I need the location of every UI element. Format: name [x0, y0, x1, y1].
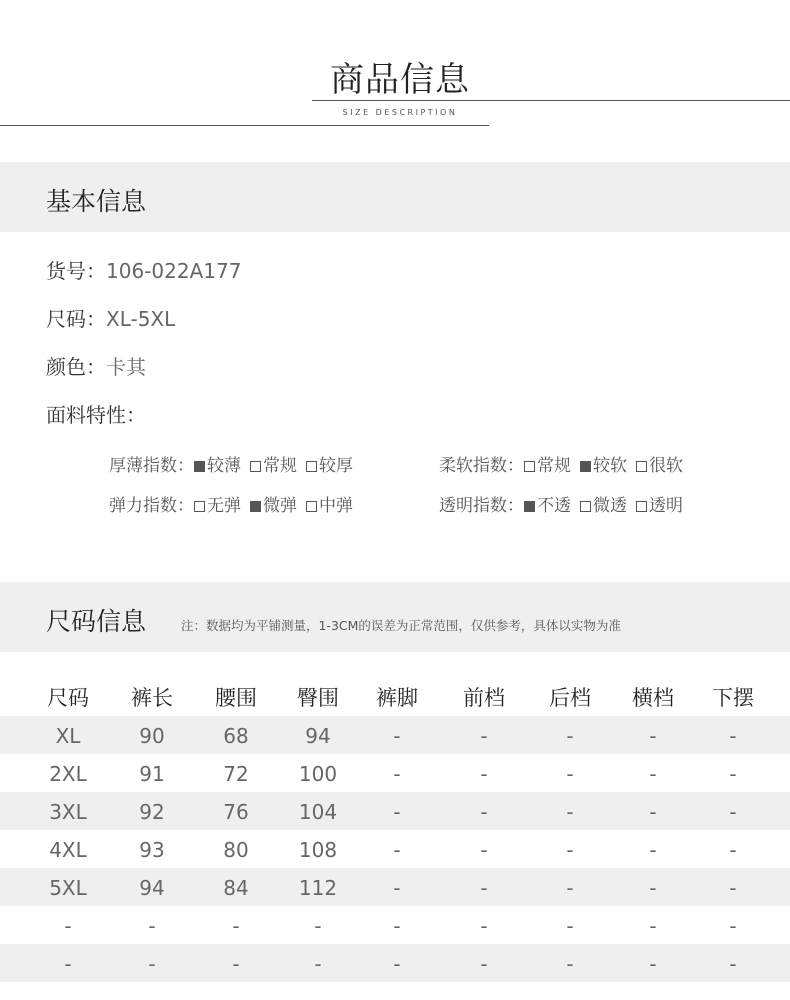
- table-row: [0, 830, 790, 868]
- table-row: [0, 716, 790, 754]
- table-cell: -: [649, 762, 657, 786]
- checked-box-icon: [524, 501, 535, 512]
- info-value: XL-5XL: [106, 307, 176, 331]
- table-cell: -: [729, 762, 737, 786]
- size-note: 注：数据均为平铺测量，1-3CM的误差为正常范围，仅供参考，具体以实物为准: [181, 618, 621, 633]
- attr-option-label: 微弹: [263, 496, 297, 516]
- column-header: 裤脚: [376, 686, 418, 710]
- table-cell: -: [566, 724, 574, 748]
- page-subtitle: SIZE DESCRIPTION: [342, 108, 458, 117]
- table-cell: -: [480, 952, 488, 976]
- table-cell: -: [232, 914, 240, 938]
- table-cell: -: [480, 914, 488, 938]
- attr-option-label: 较厚: [319, 456, 353, 476]
- table-cell: 112: [298, 876, 338, 900]
- attr-option: [636, 491, 683, 516]
- table-cell: 100: [298, 762, 338, 786]
- attr-option: [636, 451, 683, 476]
- attr-option-label: 微透: [593, 496, 627, 516]
- table-cell: -: [393, 952, 401, 976]
- unchecked-box-icon: [636, 501, 647, 512]
- info-row-size: [46, 303, 175, 332]
- table-row: [0, 868, 790, 906]
- table-cell: -: [64, 952, 72, 976]
- info-value: 106-022A177: [106, 259, 242, 283]
- table-cell: -: [232, 952, 240, 976]
- info-label: 货号：: [46, 259, 106, 283]
- title-divider-left: [0, 125, 489, 126]
- unchecked-box-icon: [524, 461, 535, 472]
- table-cell: -: [566, 800, 574, 824]
- table-cell: -: [480, 800, 488, 824]
- table-row: [0, 754, 790, 792]
- table-cell: XL: [55, 724, 81, 748]
- info-row-color: [46, 351, 146, 380]
- table-row: [0, 906, 790, 944]
- table-cell: -: [148, 914, 156, 938]
- attr-option: [306, 451, 353, 476]
- info-label: 面料特性：: [46, 403, 146, 427]
- table-cell: 3XL: [49, 800, 87, 824]
- basic-info-header: [0, 162, 790, 232]
- info-row-item-no: [46, 255, 241, 284]
- unchecked-box-icon: [306, 501, 317, 512]
- table-cell: -: [649, 838, 657, 862]
- table-cell: -: [393, 724, 401, 748]
- table-cell: 104: [298, 800, 338, 824]
- attr-option: [306, 491, 353, 516]
- table-cell: 72: [223, 762, 249, 786]
- attr-elasticity: [109, 491, 362, 516]
- size-table-header: [0, 680, 790, 712]
- attr-option: [580, 451, 627, 476]
- table-cell: -: [393, 876, 401, 900]
- column-header: 前档: [463, 686, 505, 710]
- checked-box-icon: [580, 461, 591, 472]
- table-cell: -: [393, 914, 401, 938]
- checked-box-icon: [194, 461, 205, 472]
- attr-label: 柔软指数：: [439, 456, 524, 476]
- attr-option: [524, 451, 571, 476]
- attr-thickness: [109, 451, 362, 476]
- attr-option-label: 中弹: [319, 496, 353, 516]
- table-cell: 90: [139, 724, 165, 748]
- unchecked-box-icon: [306, 461, 317, 472]
- attr-option: [524, 491, 571, 516]
- table-cell: 4XL: [49, 838, 87, 862]
- attr-option-label: 常规: [537, 456, 571, 476]
- column-header: 尺码: [47, 686, 89, 710]
- table-cell: 108: [298, 838, 338, 862]
- unchecked-box-icon: [194, 501, 205, 512]
- table-cell: -: [729, 800, 737, 824]
- table-cell: 91: [139, 762, 165, 786]
- table-cell: -: [729, 952, 737, 976]
- attr-label: 弹力指数：: [109, 496, 194, 516]
- column-header: 后档: [549, 686, 591, 710]
- attr-option: [194, 491, 241, 516]
- table-cell: -: [649, 800, 657, 824]
- table-cell: 5XL: [49, 876, 87, 900]
- table-cell: -: [480, 838, 488, 862]
- basic-info-title: 基本信息: [46, 187, 147, 216]
- attr-option-label: 透明: [649, 496, 683, 516]
- info-label: 尺码：: [46, 307, 106, 331]
- attr-option-label: 无弹: [207, 496, 241, 516]
- table-cell: 94: [305, 724, 331, 748]
- table-cell: -: [314, 914, 322, 938]
- attr-label: 透明指数：: [439, 496, 524, 516]
- attr-option-label: 很软: [649, 456, 683, 476]
- checked-box-icon: [250, 501, 261, 512]
- table-row: [0, 944, 790, 982]
- title-divider-right: [312, 100, 790, 101]
- size-info-title: 尺码信息: [46, 607, 147, 636]
- table-cell: -: [729, 724, 737, 748]
- table-cell: -: [393, 762, 401, 786]
- column-header: 腰围: [215, 686, 257, 710]
- attr-option-label: 较薄: [207, 456, 241, 476]
- attr-option: [250, 491, 297, 516]
- table-cell: 68: [223, 724, 249, 748]
- attr-option-label: 不透: [537, 496, 571, 516]
- table-cell: -: [566, 838, 574, 862]
- table-cell: -: [393, 800, 401, 824]
- table-cell: -: [148, 952, 156, 976]
- table-cell: -: [480, 762, 488, 786]
- table-cell: -: [729, 838, 737, 862]
- table-cell: -: [566, 876, 574, 900]
- table-cell: -: [566, 914, 574, 938]
- table-cell: 93: [139, 838, 165, 862]
- table-cell: 94: [139, 876, 165, 900]
- table-cell: 2XL: [49, 762, 87, 786]
- attr-option: [580, 491, 627, 516]
- table-cell: -: [480, 724, 488, 748]
- attr-option: [194, 451, 241, 476]
- column-header: 臀围: [297, 686, 339, 710]
- table-cell: -: [729, 914, 737, 938]
- info-value: 卡其: [106, 355, 146, 379]
- table-cell: -: [729, 876, 737, 900]
- attr-label: 厚薄指数：: [109, 456, 194, 476]
- table-cell: -: [314, 952, 322, 976]
- attr-option-label: 常规: [263, 456, 297, 476]
- table-cell: -: [649, 724, 657, 748]
- column-header: 裤长: [131, 686, 173, 710]
- table-cell: 84: [223, 876, 249, 900]
- column-header: 下摆: [712, 686, 754, 710]
- column-header: 横档: [632, 686, 674, 710]
- unchecked-box-icon: [250, 461, 261, 472]
- table-cell: -: [649, 876, 657, 900]
- attr-option-label: 较软: [593, 456, 627, 476]
- attr-transparency: [439, 491, 692, 516]
- table-cell: 92: [139, 800, 165, 824]
- table-cell: 76: [223, 800, 249, 824]
- table-row: [0, 792, 790, 830]
- table-cell: -: [649, 952, 657, 976]
- info-label: 颜色：: [46, 355, 106, 379]
- table-cell: -: [566, 762, 574, 786]
- table-cell: -: [64, 914, 72, 938]
- table-cell: -: [566, 952, 574, 976]
- page-title: 商品信息: [330, 60, 470, 100]
- info-row-fabric: [46, 399, 146, 428]
- unchecked-box-icon: [580, 501, 591, 512]
- table-cell: 80: [223, 838, 249, 862]
- table-cell: -: [480, 876, 488, 900]
- unchecked-box-icon: [636, 461, 647, 472]
- attr-option: [250, 451, 297, 476]
- table-cell: -: [393, 838, 401, 862]
- attr-softness: [439, 451, 692, 476]
- table-cell: -: [649, 914, 657, 938]
